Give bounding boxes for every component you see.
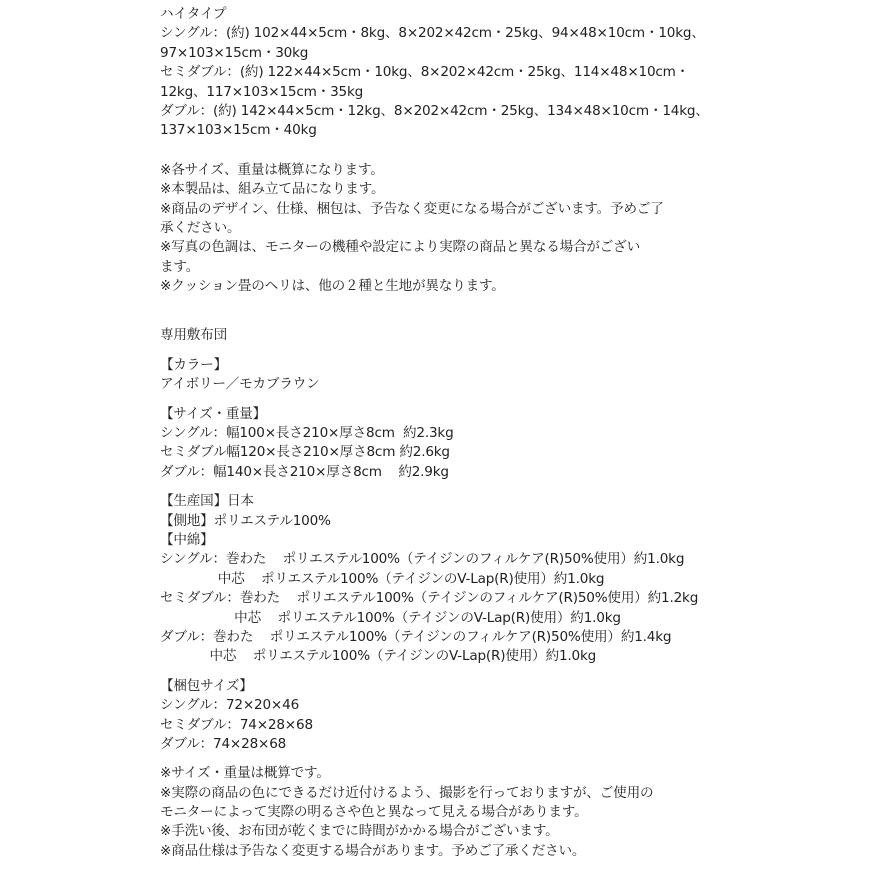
hightype-size-line: セミダブル：(約) 122×44×5cm・10kg、8×202×42cm・25kg、114×48×10cm・ bbox=[160, 64, 690, 81]
side-fabric-line: 【側地】ポリエステル100% bbox=[160, 512, 331, 529]
futon-note: ※実際の商品の色にできるだけ近付けるよう、撮影を行っておりますが、ご使用の bbox=[160, 784, 654, 801]
frame-note: ※各サイズ、重量は概算になります。 bbox=[160, 161, 384, 178]
filling-heading: 【中綿】 bbox=[160, 531, 214, 548]
spacer bbox=[160, 296, 875, 326]
package-line: シングル：72×20×46 bbox=[160, 697, 300, 714]
frame-note: 承ください。 bbox=[160, 219, 241, 236]
filling-line: セミダブル：巻わた ポリエステル100%（テイジンのフィルケア(R)50%使用）約1.2kg bbox=[160, 590, 699, 607]
futon-title: 専用敷布団 bbox=[160, 327, 227, 344]
filling-line: ダブル：巻わた ポリエステル100%（テイジンのフィルケア(R)50%使用）約1.4kg bbox=[160, 628, 672, 645]
filling-line: 中芯 ポリエステル100%（テイジンのV-Lap(R)使用）約1.0kg bbox=[160, 648, 597, 665]
frame-note: ※クッション畳のヘリは、他の２種と生地が異なります。 bbox=[160, 278, 505, 295]
filling-line: 中芯 ポリエステル100%（テイジンのV-Lap(R)使用）約1.0kg bbox=[160, 609, 621, 626]
futon-note: ※サイズ・重量は概算です。 bbox=[160, 765, 330, 782]
spacer bbox=[160, 667, 875, 677]
size-line: シングル：幅100×長さ210×厚さ8cm 約2.3kg bbox=[160, 425, 454, 442]
spacer bbox=[160, 754, 875, 764]
color-heading: 【カラー】 bbox=[160, 356, 227, 373]
spacer bbox=[160, 346, 875, 356]
spacer bbox=[160, 482, 875, 492]
hightype-size-line: 12kg、117×103×15cm・35kg bbox=[160, 83, 364, 100]
spacer bbox=[160, 395, 875, 405]
filling-line: 中芯 ポリエステル100%（テイジンのV-Lap(R)使用）約1.0kg bbox=[160, 570, 605, 587]
futon-note: モニターによって実際の明るさや色と異なって見える場合があります。 bbox=[160, 804, 588, 821]
frame-note: ます。 bbox=[160, 258, 200, 275]
package-line: セミダブル：74×28×68 bbox=[160, 716, 313, 733]
package-heading: 【梱包サイズ】 bbox=[160, 677, 253, 694]
size-heading: 【サイズ・重量】 bbox=[160, 405, 267, 422]
color-value: アイボリー／モカブラウン bbox=[160, 376, 320, 393]
hightype-size-line: シングル：(約) 102×44×5cm・8kg、8×202×42cm・25kg、94×48×10cm・10kg、 bbox=[160, 25, 705, 42]
hightype-size-line: ダブル：(約) 142×44×5cm・12kg、8×202×42cm・25kg、134×48×10cm・14kg、 bbox=[160, 102, 709, 119]
frame-note: ※商品のデザイン、仕様、梱包は、予告なく変更になる場合がございます。予めご了 bbox=[160, 200, 664, 217]
size-line: ダブル：幅140×長さ210×厚さ8cm 約2.9kg bbox=[160, 463, 449, 480]
size-line: セミダブル幅120×長さ210×厚さ8cm 約2.6kg bbox=[160, 444, 450, 461]
futon-note: ※商品仕様は予告なく変更する場合があります。予めご了承ください。 bbox=[160, 842, 586, 859]
hightype-heading: ハイタイプ bbox=[160, 6, 227, 22]
hightype-size-line: 137×103×15cm・40kg bbox=[160, 122, 317, 139]
hightype-size-line: 97×103×15cm・30kg bbox=[160, 44, 309, 61]
spacer bbox=[160, 141, 875, 161]
futon-note: ※手洗い後、お布団が乾くまでに時間がかかる場合がございます。 bbox=[160, 823, 559, 840]
frame-note: ※写真の色調は、モニターの機種や設定により実際の商品と異なる場合がござい bbox=[160, 239, 640, 256]
product-spec-document bbox=[160, 5, 875, 861]
package-line: ダブル：74×28×68 bbox=[160, 735, 287, 752]
frame-note: ※本製品は、組み立て品になります。 bbox=[160, 181, 385, 198]
origin-line: 【生産国】日本 bbox=[160, 493, 254, 510]
filling-line: シングル：巻わた ポリエステル100%（テイジンのフィルケア(R)50%使用）約1.0kg bbox=[160, 551, 685, 568]
